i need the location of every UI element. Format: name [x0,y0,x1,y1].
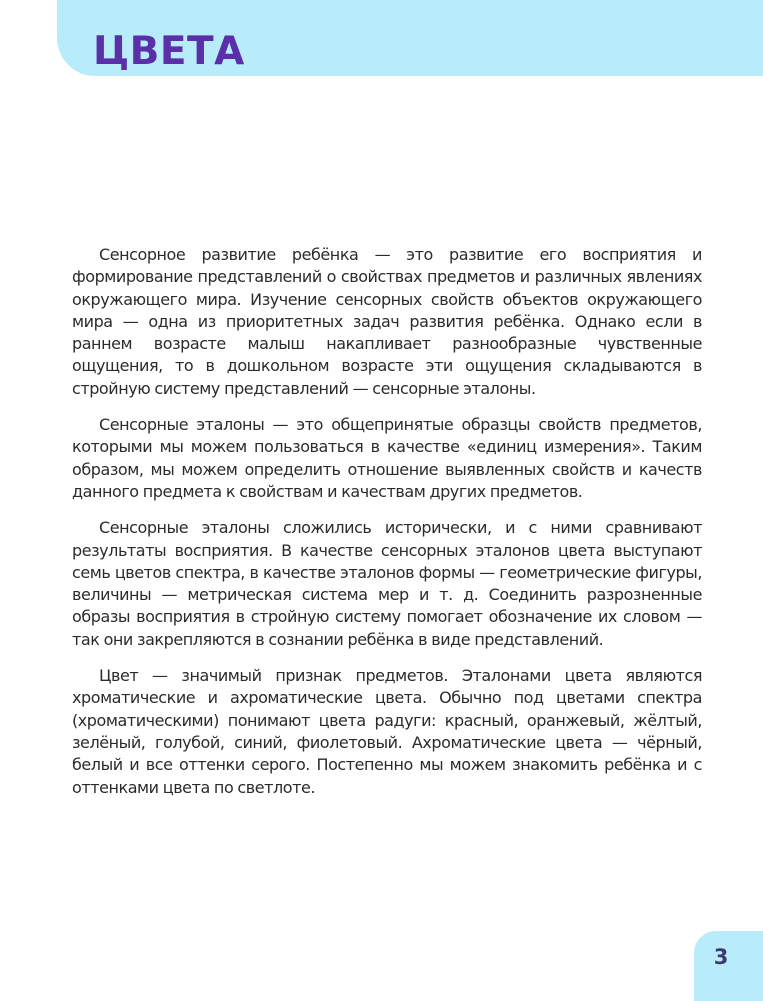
body-text [72,244,702,813]
page-title: ЦВЕТА [93,29,245,74]
paragraph: Сенсорные эталоны сложились исторически, и с ними сравнивают результаты восприятия. В качестве сенсорных эталонов цвета выступают семь цветов спектра, в качестве эталонов формы — геометрические фигуры, величины — метрическая система мер и т. д. Соединить разрозненные образы восприятия в стройную систему помогает обозначение их словом — так они закрепляются в сознании ребёнка в виде представлений. [72,518,702,649]
page-number: 3 [713,945,729,969]
paragraph: Цвет — значимый признак предметов. Эталонами цвета являются хроматические и ахроматические цвета. Обычно под цветами спектра (хроматическими) понимают цвета радуги: красный, оранжевый, жёлтый, зелёный, голубой, синий, фиолетовый. Ахроматические цвета — чёрный, белый и все оттенки серого. Постепенно мы можем знакомить ребёнка и с оттенками цвета по светлоте. [72,666,702,797]
paragraph: Сенсорные эталоны — это общепринятые образцы свойств предметов, которыми мы можем пользоваться в качестве «единиц измерения». Таким образом, мы можем определить отношение выявленных свойств и качеств данного предмета к свойствам и качествам других предметов. [72,415,702,501]
paragraph: Сенсорное развитие ребёнка — это развитие его восприятия и формирование представлений о свойствах предметов и различных явлениях окружающего мира. Изучение сенсорных свойств объектов окружающего мира — одна из приоритетных задач развития ребёнка. Однако если в раннем возрасте малыш накапливает разнообразные чувственные ощущения, то в дошкольном возрасте эти ощущения складываются в стройную систему представлений — сенсорные эталоны. [72,245,702,398]
